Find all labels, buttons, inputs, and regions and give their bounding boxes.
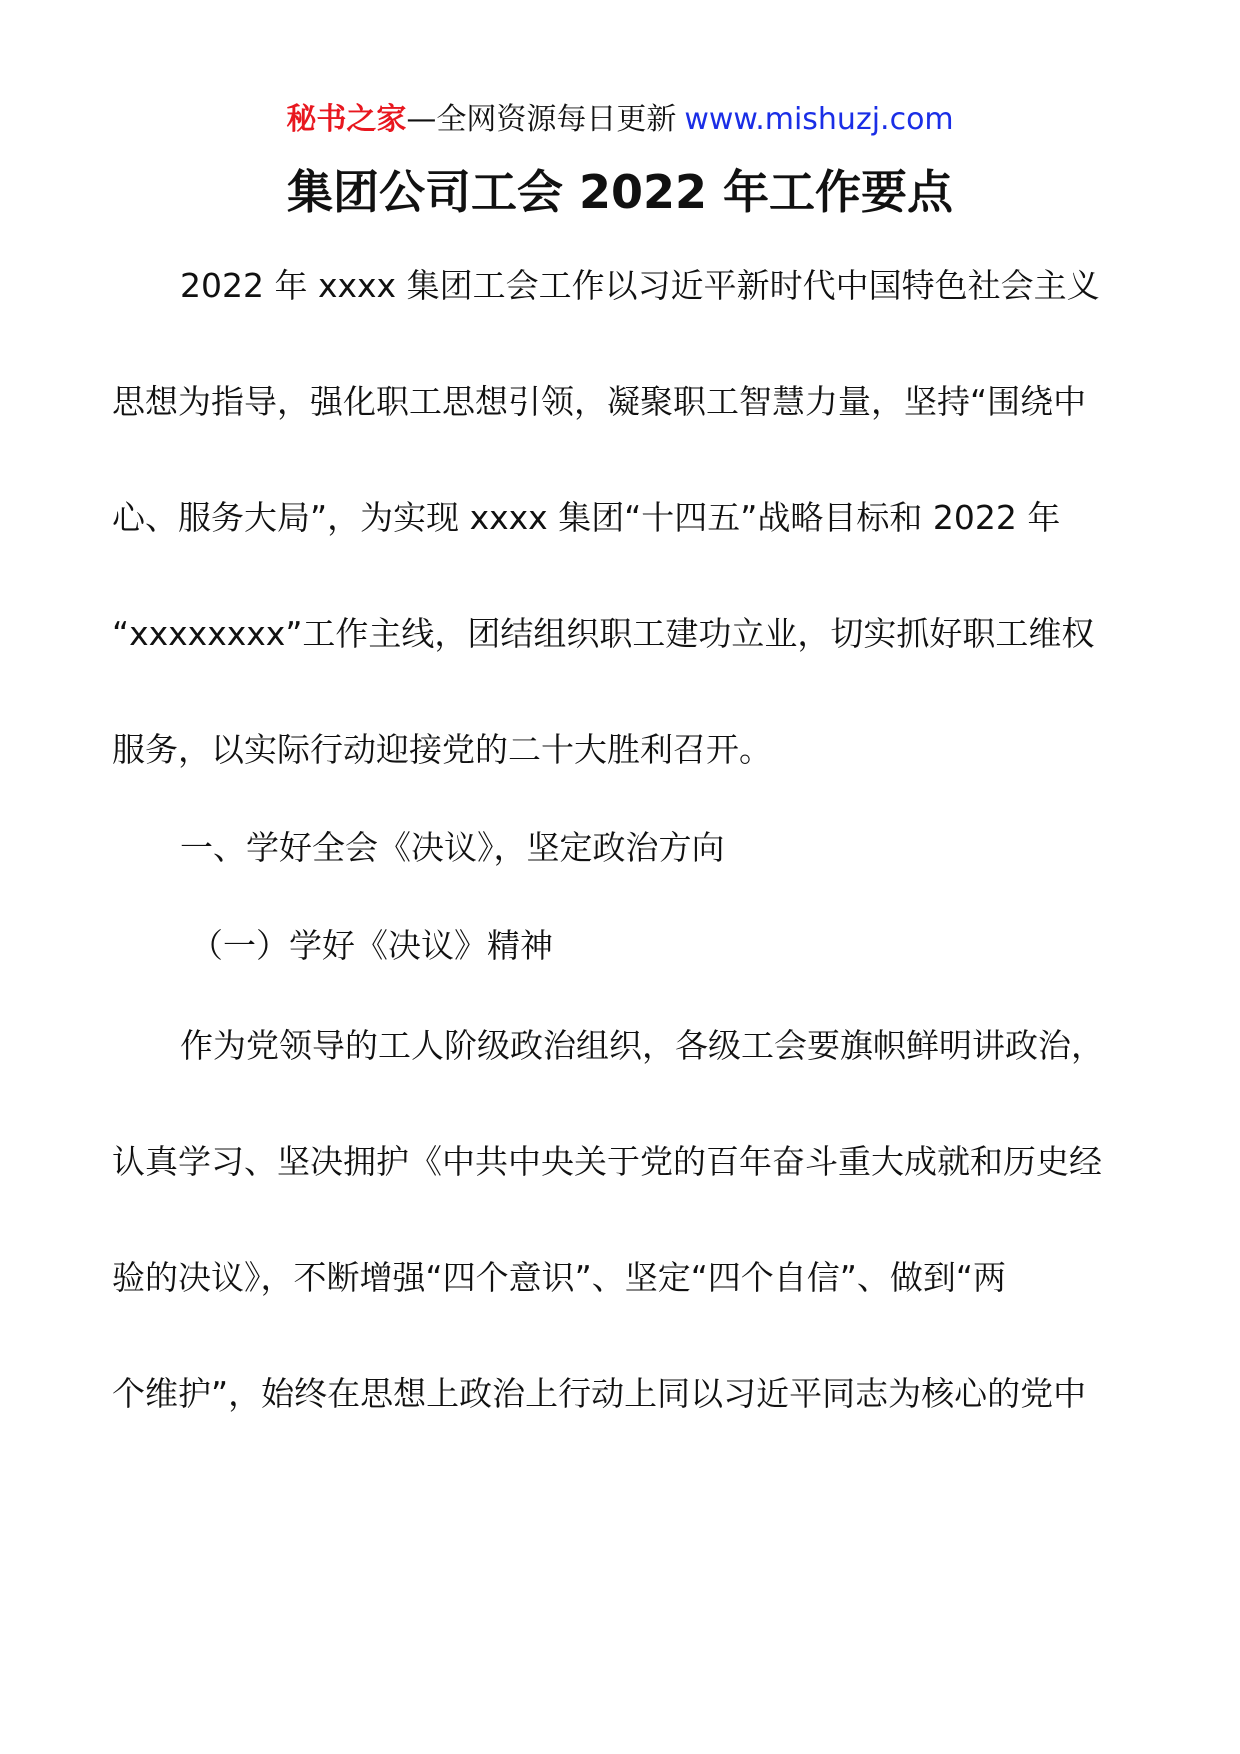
paragraph-line: 个维护”，始终在思想上政治上行动上同以习近平同志为核心的党中 — [112, 1374, 1087, 1413]
site-url-link[interactable]: www.mishuzj.com — [684, 102, 954, 137]
paragraph-line: 验的决议》，不断增强“四个意识”、坚定“四个自信”、做到“两 — [112, 1258, 1006, 1297]
brand-name: 秘书之家 — [286, 102, 407, 137]
site-header — [0, 100, 1240, 140]
paragraph-line: 服务，以实际行动迎接党的二十大胜利召开。 — [112, 730, 772, 769]
header-tagline: —全网资源每日更新 — [406, 102, 677, 137]
document-title: 集团公司工会 2022 年工作要点 — [286, 165, 954, 219]
paragraph-line: 心、服务大局”，为实现 xxxx 集团“十四五”战略目标和 2022 年 — [112, 498, 1061, 537]
paragraph-line: 认真学习、坚决拥护《中共中央关于党的百年奋斗重大成就和历史经 — [112, 1142, 1102, 1181]
paragraph-line: 作为党领导的工人阶级政治组织，各级工会要旗帜鲜明讲政治， — [180, 1026, 1104, 1065]
paragraph-line: “xxxxxxxx”工作主线，团结组织职工建功立业，切实抓好职工维权 — [112, 614, 1095, 653]
paragraph-line: 2022 年 xxxx 集团工会工作以习近平新时代中国特色社会主义 — [180, 266, 1100, 305]
section-heading: 一、学好全会《决议》，坚定政治方向 — [180, 828, 725, 867]
subsection-heading: （一）学好《决议》精神 — [190, 926, 553, 965]
paragraph-line: 思想为指导，强化职工思想引领，凝聚职工智慧力量，坚持“围绕中 — [112, 382, 1087, 421]
